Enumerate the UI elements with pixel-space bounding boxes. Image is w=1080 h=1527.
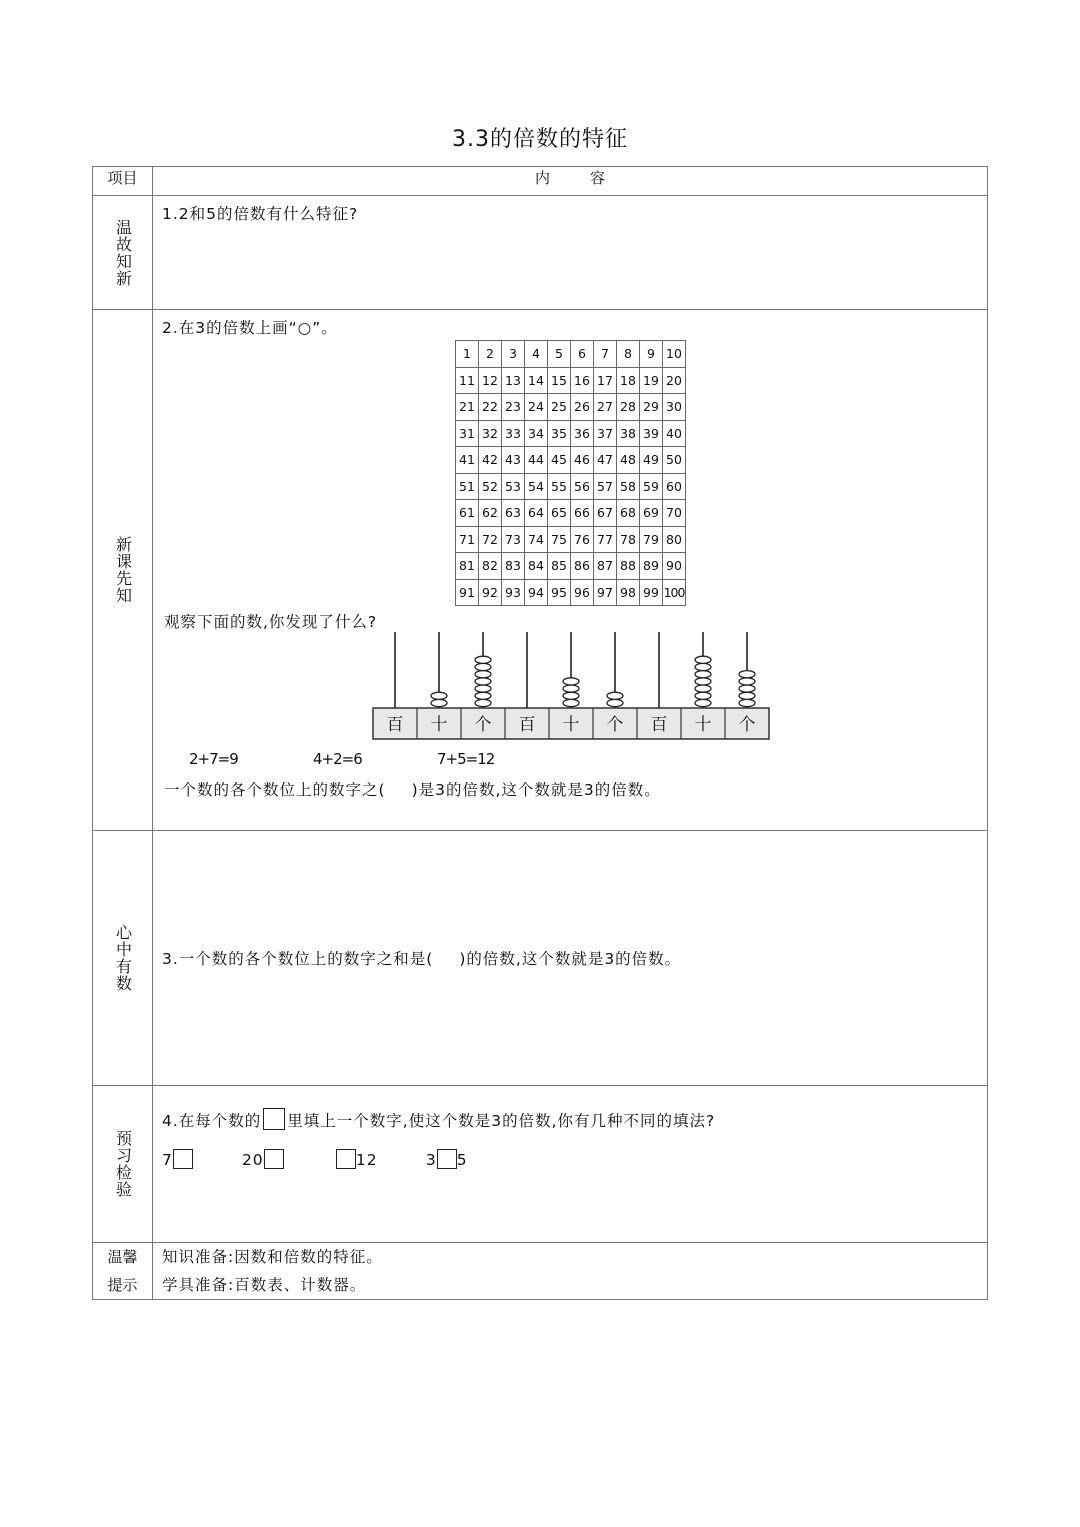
hundred-chart-cell-5[interactable]: 5 — [548, 341, 571, 368]
conclusion-sentence — [164, 778, 661, 800]
hundred-chart-cell-20[interactable]: 20 — [663, 367, 686, 394]
abacus-bead — [739, 692, 755, 699]
row-tips — [93, 1243, 988, 1300]
hundred-chart-cell-60[interactable]: 60 — [663, 473, 686, 500]
hundred-chart-row — [456, 500, 686, 527]
fill-item-2 — [242, 1149, 330, 1169]
fill-box-2[interactable] — [264, 1149, 284, 1169]
section-label-in-mind: 心中有数 — [113, 924, 133, 992]
abacus-bead — [431, 699, 447, 706]
hundred-chart-cell-48[interactable]: 48 — [617, 447, 640, 474]
row-review — [93, 196, 988, 310]
hundred-chart-cell-58[interactable]: 58 — [617, 473, 640, 500]
section-label-review: 温故知新 — [113, 218, 133, 287]
abacus-bead — [695, 663, 711, 670]
question-2: 2.在3的倍数上画“○”。 — [162, 319, 338, 337]
abacus-place-label: 百 — [650, 715, 668, 735]
hundred-chart-cell-25[interactable]: 25 — [548, 394, 571, 421]
hundred-chart-cell-42[interactable]: 42 — [479, 447, 502, 474]
hundred-chart-cell-84[interactable]: 84 — [525, 553, 548, 580]
fill-item-4 — [426, 1149, 496, 1169]
abacus-place-label: 个 — [738, 715, 756, 735]
sum-3: 7+5=12 — [437, 750, 495, 768]
hundred-chart-cell-18[interactable]: 18 — [617, 367, 640, 394]
conclusion-part-a: 一个数的各个数位上的数字之( — [164, 781, 386, 799]
hundred-chart-row — [456, 341, 686, 368]
abacus-bead — [739, 685, 755, 692]
abacus-bead — [695, 656, 711, 663]
hundred-chart-cell-91[interactable]: 91 — [456, 579, 479, 606]
abacus-place-label: 百 — [518, 715, 536, 735]
hundred-chart-cell-59[interactable]: 59 — [640, 473, 663, 500]
hundred-chart-cell-2[interactable]: 2 — [479, 341, 502, 368]
hundred-chart-cell-6[interactable]: 6 — [571, 341, 594, 368]
hundred-chart-cell-69[interactable]: 69 — [640, 500, 663, 527]
hundred-chart-cell-87[interactable]: 87 — [594, 553, 617, 580]
hundred-chart-cell-33[interactable]: 33 — [502, 420, 525, 447]
abacus-bead — [695, 678, 711, 685]
abacus-bead — [695, 685, 711, 692]
abacus-bead — [563, 678, 579, 685]
hundred-chart-cell-12[interactable]: 12 — [479, 367, 502, 394]
abacus-place-label: 十 — [430, 715, 448, 735]
tips-content — [162, 1243, 987, 1299]
conclusion-part-b: )是3的倍数,这个数就是3的倍数。 — [411, 781, 661, 799]
hundred-chart-cell-95[interactable]: 95 — [548, 579, 571, 606]
hundred-chart-cell-90[interactable]: 90 — [663, 553, 686, 580]
hundred-chart-cell-49[interactable]: 49 — [640, 447, 663, 474]
tips-line-1: 知识准备:因数和倍数的特征。 — [162, 1248, 383, 1266]
hundred-chart-cell-17[interactable]: 17 — [594, 367, 617, 394]
hundred-chart-cell-94[interactable]: 94 — [525, 579, 548, 606]
hundred-chart-cell-40[interactable]: 40 — [663, 420, 686, 447]
hundred-chart-cell-7[interactable]: 7 — [594, 341, 617, 368]
tips-label-line-1: 温馨 — [107, 1248, 138, 1266]
hundred-chart-cell-73[interactable]: 73 — [502, 526, 525, 553]
worksheet-table — [92, 166, 988, 1300]
hundred-chart-cell-67[interactable]: 67 — [594, 500, 617, 527]
sum-1: 2+7=9 — [189, 750, 238, 768]
sum-2: 4+2=6 — [313, 750, 362, 768]
abacus-place-label: 十 — [562, 715, 580, 735]
fill-item-3-after: 12 — [355, 1151, 378, 1169]
hundred-chart-cell-62[interactable]: 62 — [479, 500, 502, 527]
hundred-chart-cell-35[interactable]: 35 — [548, 420, 571, 447]
hundred-chart-cell-19[interactable]: 19 — [640, 367, 663, 394]
hundred-chart-cell-3[interactable]: 3 — [502, 341, 525, 368]
abacus-bead — [607, 699, 623, 706]
abacus-bead — [695, 671, 711, 678]
hundred-chart-cell-41[interactable]: 41 — [456, 447, 479, 474]
abacus-bead — [739, 699, 755, 706]
question-3-part-a: 3.一个数的各个数位上的数字之和是( — [162, 950, 434, 968]
hundred-chart-cell-93[interactable]: 93 — [502, 579, 525, 606]
hundred-chart-cell-4[interactable]: 4 — [525, 341, 548, 368]
hundred-chart-cell-89[interactable]: 89 — [640, 553, 663, 580]
section-label-check: 预习检验 — [113, 1130, 133, 1198]
page-title: 3.3的倍数的特征 — [452, 127, 628, 152]
hundred-chart-row — [456, 526, 686, 553]
hundred-chart-cell-23[interactable]: 23 — [502, 394, 525, 421]
hundred-chart-cell-78[interactable]: 78 — [617, 526, 640, 553]
section-label-new-lesson: 新课先知 — [113, 536, 133, 604]
fill-box-3[interactable] — [336, 1149, 356, 1169]
hundred-chart — [455, 340, 686, 606]
hundred-chart-cell-55[interactable]: 55 — [548, 473, 571, 500]
hundred-chart-cell-13[interactable]: 13 — [502, 367, 525, 394]
question-1: 1.2和5的倍数有什么特征? — [162, 205, 359, 223]
hundred-chart-cell-77[interactable]: 77 — [594, 526, 617, 553]
abacus-bead — [475, 685, 491, 692]
hundred-chart-cell-52[interactable]: 52 — [479, 473, 502, 500]
hundred-chart-cell-61[interactable]: 61 — [456, 500, 479, 527]
hundred-chart-cell-8[interactable]: 8 — [617, 341, 640, 368]
fill-item-1-before: 7 — [162, 1151, 173, 1169]
hundred-chart-cell-57[interactable]: 57 — [594, 473, 617, 500]
hundred-chart-row — [456, 473, 686, 500]
hundred-chart-cell-45[interactable]: 45 — [548, 447, 571, 474]
abacus-bead — [739, 678, 755, 685]
abacus-bead — [475, 692, 491, 699]
question-3-part-b: )的倍数,这个数就是3的倍数。 — [459, 950, 682, 968]
hundred-chart-cell-26[interactable]: 26 — [571, 394, 594, 421]
hundred-chart-cell-72[interactable]: 72 — [479, 526, 502, 553]
abacus-bead — [563, 685, 579, 692]
abacus-bead — [607, 692, 623, 699]
hundred-chart-cell-51[interactable]: 51 — [456, 473, 479, 500]
hundred-chart-cell-81[interactable]: 81 — [456, 553, 479, 580]
hundred-chart-cell-27[interactable]: 27 — [594, 394, 617, 421]
hundred-chart-cell-97[interactable]: 97 — [594, 579, 617, 606]
fill-item-4-after: 5 — [456, 1151, 468, 1169]
hundred-chart-row — [456, 553, 686, 580]
hundred-chart-cell-75[interactable]: 75 — [548, 526, 571, 553]
abacus-bead — [475, 699, 491, 706]
hundred-chart-cell-47[interactable]: 47 — [594, 447, 617, 474]
hundred-chart-cell-65[interactable]: 65 — [548, 500, 571, 527]
hundred-chart-cell-31[interactable]: 31 — [456, 420, 479, 447]
hundred-chart-cell-22[interactable]: 22 — [479, 394, 502, 421]
hundred-chart-cell-96[interactable]: 96 — [571, 579, 594, 606]
hundred-chart-cell-68[interactable]: 68 — [617, 500, 640, 527]
hundred-chart-cell-99[interactable]: 99 — [640, 579, 663, 606]
fill-items — [162, 1149, 987, 1169]
hundred-chart-row — [456, 579, 686, 606]
hundred-chart-cell-100[interactable]: 100 — [663, 579, 686, 606]
hundred-chart-cell-30[interactable]: 30 — [663, 394, 686, 421]
hundred-chart-cell-85[interactable]: 85 — [548, 553, 571, 580]
hundred-chart-cell-39[interactable]: 39 — [640, 420, 663, 447]
hundred-chart-cell-28[interactable]: 28 — [617, 394, 640, 421]
fill-box-1[interactable] — [173, 1149, 193, 1169]
hundred-chart-cell-37[interactable]: 37 — [594, 420, 617, 447]
hundred-chart-cell-34[interactable]: 34 — [525, 420, 548, 447]
header-content: 内容 — [153, 167, 988, 196]
tips-label-line-2: 提示 — [107, 1276, 138, 1294]
hundred-chart-cell-88[interactable]: 88 — [617, 553, 640, 580]
abacus-bead — [431, 692, 447, 699]
question-4-part-a: 4.在每个数的 — [162, 1112, 262, 1130]
hundred-chart-cell-44[interactable]: 44 — [525, 447, 548, 474]
hundred-chart-cell-63[interactable]: 63 — [502, 500, 525, 527]
hundred-chart-cell-36[interactable]: 36 — [571, 420, 594, 447]
hundred-chart-cell-38[interactable]: 38 — [617, 420, 640, 447]
hundred-chart-cell-46[interactable]: 46 — [571, 447, 594, 474]
hundred-chart-cell-21[interactable]: 21 — [456, 394, 479, 421]
hundred-chart-cell-15[interactable]: 15 — [548, 367, 571, 394]
hundred-chart-cell-10[interactable]: 10 — [663, 341, 686, 368]
hundred-chart-cell-80[interactable]: 80 — [663, 526, 686, 553]
fill-item-1 — [162, 1149, 236, 1169]
hundred-chart-cell-16[interactable]: 16 — [571, 367, 594, 394]
blank-box-icon — [263, 1108, 285, 1130]
abacus-bead — [695, 692, 711, 699]
hundred-chart-cell-29[interactable]: 29 — [640, 394, 663, 421]
abacus-place-label: 个 — [606, 715, 624, 735]
abacus-bead — [563, 692, 579, 699]
hundred-chart-cell-66[interactable]: 66 — [571, 500, 594, 527]
hundred-chart-cell-82[interactable]: 82 — [479, 553, 502, 580]
abacus-place-label: 十 — [694, 715, 712, 735]
hundred-chart-cell-9[interactable]: 9 — [640, 341, 663, 368]
fill-box-4[interactable] — [437, 1149, 457, 1169]
hundred-chart-cell-43[interactable]: 43 — [502, 447, 525, 474]
tips-line-2: 学具准备:百数表、计数器。 — [162, 1276, 367, 1294]
hundred-chart-cell-74[interactable]: 74 — [525, 526, 548, 553]
fill-item-3 — [336, 1149, 420, 1169]
hundred-chart-cell-70[interactable]: 70 — [663, 500, 686, 527]
hundred-chart-cell-14[interactable]: 14 — [525, 367, 548, 394]
row-new-lesson — [93, 310, 988, 831]
question-3 — [162, 947, 987, 969]
abacus-place-label: 个 — [474, 715, 492, 735]
hundred-chart-cell-71[interactable]: 71 — [456, 526, 479, 553]
hundred-chart-row — [456, 367, 686, 394]
hundred-chart-cell-11[interactable]: 11 — [456, 367, 479, 394]
hundred-chart-cell-86[interactable]: 86 — [571, 553, 594, 580]
abacus-bead — [739, 671, 755, 678]
hundred-chart-row — [456, 447, 686, 474]
question-4-part-b: 里填上一个数字,使这个数是3的倍数,你有几种不同的填法? — [287, 1112, 716, 1130]
hundred-chart-cell-53[interactable]: 53 — [502, 473, 525, 500]
hundred-chart-cell-79[interactable]: 79 — [640, 526, 663, 553]
header-row — [93, 167, 988, 196]
fill-item-4-before: 3 — [425, 1151, 437, 1169]
question-4 — [162, 1108, 987, 1131]
hundred-chart-cell-98[interactable]: 98 — [617, 579, 640, 606]
header-item: 项目 — [93, 167, 153, 196]
abacus-bead — [475, 656, 491, 663]
hundred-chart-cell-56[interactable]: 56 — [571, 473, 594, 500]
abacus-bead — [475, 678, 491, 685]
abacus-bead — [475, 663, 491, 670]
abacus-diagram — [371, 632, 771, 744]
hundred-chart-row — [456, 420, 686, 447]
abacus-bead — [563, 699, 579, 706]
hundred-chart-cell-76[interactable]: 76 — [571, 526, 594, 553]
hundred-chart-cell-24[interactable]: 24 — [525, 394, 548, 421]
abacus-place-label: 百 — [386, 715, 404, 735]
hundred-chart-cell-1[interactable]: 1 — [456, 341, 479, 368]
section-label-tips — [93, 1243, 152, 1299]
hundred-chart-cell-32[interactable]: 32 — [479, 420, 502, 447]
hundred-chart-cell-54[interactable]: 54 — [525, 473, 548, 500]
fill-item-2-before: 20 — [241, 1151, 264, 1169]
abacus-bead — [475, 671, 491, 678]
hundred-chart-cell-92[interactable]: 92 — [479, 579, 502, 606]
hundred-chart-row — [456, 394, 686, 421]
observe-prompt: 观察下面的数,你发现了什么? — [164, 613, 378, 631]
hundred-chart-cell-83[interactable]: 83 — [502, 553, 525, 580]
row-in-mind — [93, 831, 988, 1086]
hundred-chart-cell-50[interactable]: 50 — [663, 447, 686, 474]
abacus-bead — [695, 699, 711, 706]
hundred-chart-cell-64[interactable]: 64 — [525, 500, 548, 527]
row-check — [93, 1086, 988, 1243]
